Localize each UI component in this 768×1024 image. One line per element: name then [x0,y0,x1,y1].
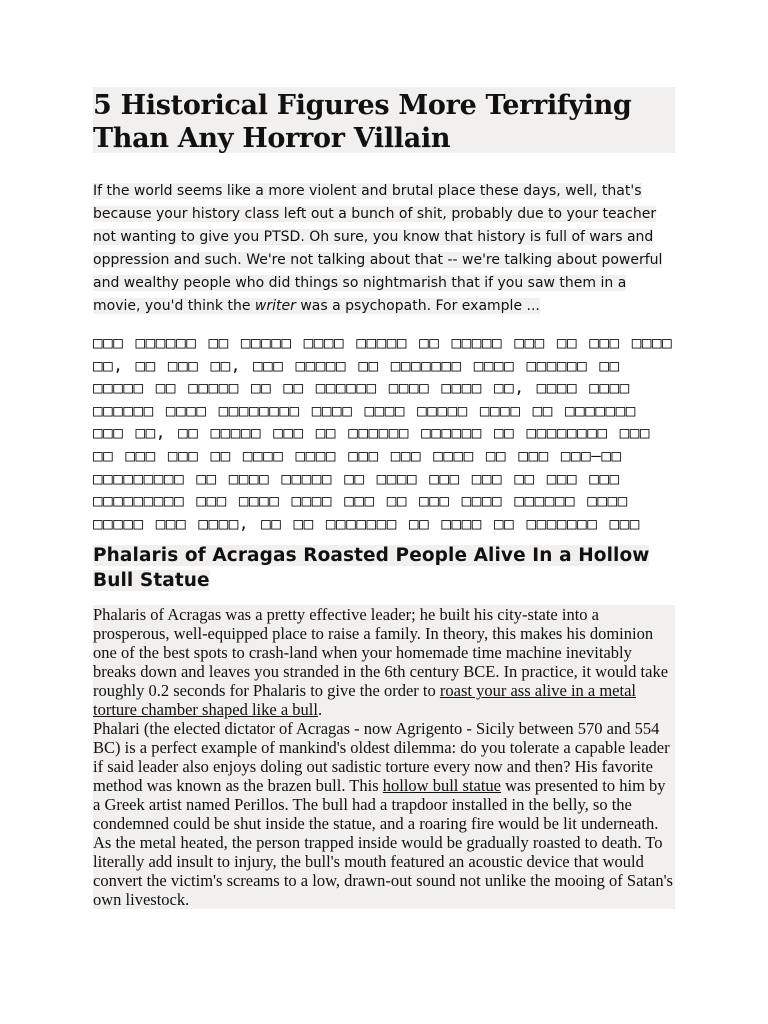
unrendered-glyph-paragraph: □□□ □□□□□□ □□ □□□□□ □□□□ □□□□□ □□ □□□□□ □□□ □□ □□□ □□□□ □□, □□ □□□ □□, □□□ □□□□□ □□ □□□□□□□ □□□□ □□□□□□ □□ □□□□□ □□ □□□□□ □□ □□ □□□□□□ □□□□ □□□□ □□, □□□□ □□□□ □□□□□□ □□□□ □□□□□□□□ □□□□ □□□□ □□□□□ □□□□ □□ □□□□□□□ □□□ □□, □□ □□□□□ □□□ □□ □□□□□□ □□□□□□ □□ □□□□□□□□ □□□ □□ □□□ □□□ □□ □□□□ □□□□ □□□ □□□ □□□□ □□ □□□ □□□—□□ □□□□□□□□□ □□ □□□□ □□□□□ □□ □□□□ □□□ □□□ □□ □□□ □□□ □□□□□□□□□ □□□ □□□□ □□□□ □□□ □□ □□□ □□□□ □□□□□□ □□□□ □□□□□ □□□ □□□□, □□ □□ □□□□□□□ □□ □□□□ □□ □□□□□□□ □□□ [93,333,673,533]
body-paragraph-2 [93,719,675,909]
section-heading-line: Phalaris of Acragas Roasted People Alive In a Hollow [93,545,650,566]
section-heading [93,543,675,593]
article-title: 5 Historical Figures More Terrifying Than Any Horror Villain [93,90,632,154]
intro-line: and wealthy people who did things so nightmarish that if you saw them in a [93,275,627,291]
paragraph-text: Phalari (the elected dictator of Acragas - now Agrigento - Sicily between 570 and 554 BC) is a perfect example of mankind's oldest dilemma: do you tolerate a capable leader if said leader also enjoys doling out sadistic torture every now and then? His favorite method was known as the brazen bull. This [93,719,670,795]
intro-last-line [93,298,540,314]
paragraph-text-end: . [317,700,323,719]
paragraph-text-end: was presented to him by a Greek artist named Perillos. The bull had a trapdoor installed in the belly, so the condemned could be shut inside the statue, and a roaring fire would be lit underneath. As the metal heated, the person trapped inside would be gradually roasted to death. To literally add insult to injury, the bull's mouth featured an acoustic device that would convert the victim's screams to a low, drawn-out sound not unlike the mooing of Satan's own livestock. [93,776,673,909]
roast-alive-link[interactable]: roast your ass alive in a metal torture chamber shaped like a bull [93,681,636,719]
intro-last-text-end: was a psychopath. For example ... [295,298,540,314]
intro-line: If the world seems like a more violent and brutal place these days, well, that's [93,183,642,199]
body-paragraph-1 [93,605,675,719]
section-heading-line: Bull Statue [93,570,210,591]
hollow-bull-statue-link[interactable]: hollow bull statue [382,776,502,795]
intro-line: oppression and such. We're not talking about that -- we're talking about powerful [93,252,663,268]
intro-line: because your history class left out a bunch of shit, probably due to your teacher [93,206,657,222]
intro-line: not wanting to give you PTSD. Oh sure, you know that history is full of wars and [93,229,654,245]
intro-last-text: movie, you'd think the [93,298,255,314]
section-body [93,605,675,909]
paragraph-text: Phalaris of Acragas was a pretty effective leader; he built his city-state into a prosperous, well-equipped place to raise a family. In theory, this makes his dominion one of the best spots to crash-land when your homemade time machine inevitably breaks down and leaves you stranded in the 6th century BCE. In practice, it would take roughly 0.2 seconds for Phalaris to give the order to [93,605,669,700]
article [93,87,675,909]
title-block [93,87,675,153]
intro-paragraph [93,180,675,318]
intro-emphasis: writer [254,298,296,314]
